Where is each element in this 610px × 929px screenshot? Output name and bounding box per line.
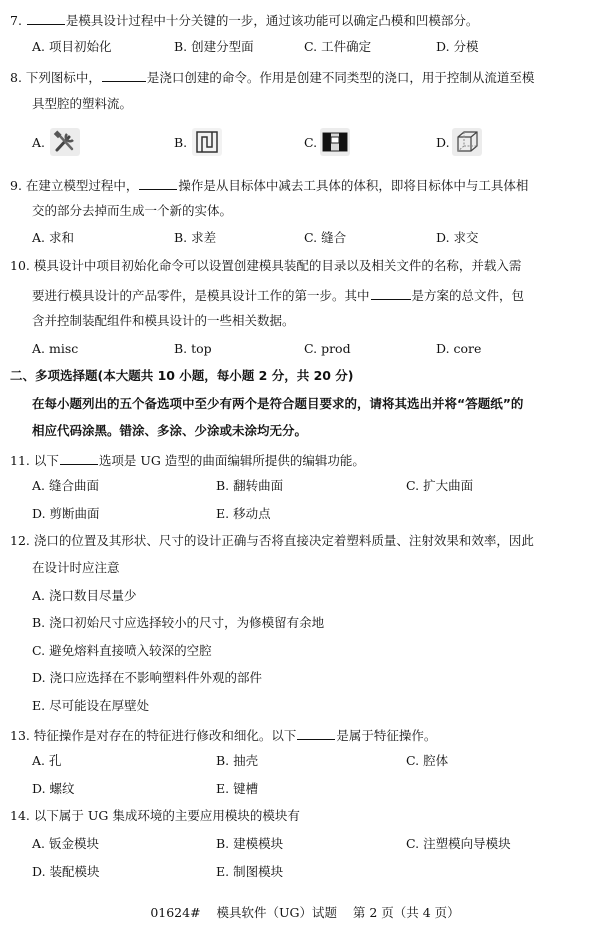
question-8-option-b-letter: B. bbox=[174, 135, 188, 150]
question-10-line-3: 含并控制装配组件和模具设计的一些相关数据。 bbox=[32, 313, 295, 328]
cube-box-icon bbox=[452, 128, 482, 156]
question-8-option-d-letter: D. bbox=[436, 135, 450, 150]
answer-blank bbox=[60, 451, 98, 465]
question-11-option-a: A. 缝合曲面 bbox=[32, 478, 99, 493]
question-8-prefix: 8. 下列图标中， bbox=[10, 70, 101, 85]
answer-blank bbox=[371, 286, 411, 300]
question-13-option-d: D. 螺纹 bbox=[32, 781, 75, 796]
question-14-option-b: B. 建模模块 bbox=[216, 836, 284, 851]
question-14-option-e: E. 制图模块 bbox=[216, 864, 284, 879]
question-10-suffix: 是方案的总文件，包 bbox=[411, 288, 525, 303]
sheet-fill-icon bbox=[320, 128, 350, 156]
question-9-prefix: 9. 在建立模型过程中， bbox=[10, 178, 139, 193]
question-13-prefix: 13. 特征操作是对存在的特征进行修改和细化。以下 bbox=[10, 728, 297, 743]
question-11-option-b: B. 翻转曲面 bbox=[216, 478, 284, 493]
question-11-option-d: D. 剪断曲面 bbox=[32, 506, 100, 521]
question-9-line-1 bbox=[10, 176, 528, 194]
question-11-prefix: 11. 以下 bbox=[10, 453, 59, 468]
question-7-option-d: D. 分模 bbox=[436, 39, 479, 54]
question-13-option-b: B. 抽壳 bbox=[216, 753, 259, 768]
question-11-stem bbox=[10, 451, 365, 469]
question-13-option-a: A. 孔 bbox=[32, 753, 62, 768]
answer-blank bbox=[27, 11, 65, 25]
question-7-option-b: B. 创建分型面 bbox=[174, 39, 254, 54]
question-9-line-2: 交的部分去掉而生成一个新的实体。 bbox=[32, 203, 233, 218]
question-14-option-d: D. 装配模块 bbox=[32, 864, 100, 879]
question-13-option-e: E. 键槽 bbox=[216, 781, 259, 796]
question-12-option-a: A. 浇口数目尽量少 bbox=[32, 588, 137, 603]
question-9-option-c: C. 缝合 bbox=[304, 230, 347, 245]
question-7-text: 是模具设计过程中十分关键的一步，通过该功能可以确定凸模和凹模部分。 bbox=[65, 13, 479, 28]
tools-icon bbox=[50, 128, 80, 156]
question-7-option-c: C. 工件确定 bbox=[304, 39, 372, 54]
question-13-option-c: C. 腔体 bbox=[406, 753, 449, 768]
question-12-line-1: 12. 浇口的位置及其形状、尺寸的设计正确与否将直接决定着塑料质量、注射效果和效率，因此 bbox=[10, 533, 534, 548]
question-9-option-a: A. 求和 bbox=[32, 230, 74, 245]
question-12-line-2: 在设计时应注意 bbox=[32, 560, 120, 575]
question-14-stem: 14. 以下属于 UG 集成环境的主要应用模块的模块有 bbox=[10, 808, 300, 823]
question-10-option-a: A. misc bbox=[32, 341, 79, 356]
question-9-suffix: 操作是从目标体中减去工具体的体积，即将目标体中与工具体相 bbox=[178, 178, 529, 193]
section-2-instruction-2: 相应代码涂黑。错涂、多涂、少涂或未涂均无分。 bbox=[32, 423, 308, 438]
question-7-stem bbox=[10, 11, 478, 29]
question-13-suffix: 是属于特征操作。 bbox=[336, 728, 437, 743]
question-10-line-1: 10. 模具设计中项目初始化命令可以设置创建模具装配的目录以及相关文件的名称，并载入需 bbox=[10, 258, 522, 273]
question-12-option-c: C. 避免熔料直接喷入较深的空腔 bbox=[32, 643, 212, 658]
question-9-option-d: D. 求交 bbox=[436, 230, 479, 245]
question-7-number: 7. bbox=[10, 13, 22, 28]
question-10-prefix: 要进行模具设计的产品零件，是模具设计工作的第一步。其中 bbox=[32, 288, 370, 303]
answer-blank bbox=[139, 176, 177, 190]
question-8-option-c-letter: C. bbox=[304, 135, 318, 150]
page-footer: 01624# 模具软件（UG）试题 第 2 页（共 4 页） bbox=[150, 905, 460, 920]
section-2-title: 二、多项选择题(本大题共 10 小题，每小题 2 分，共 20 分) bbox=[10, 368, 354, 383]
question-8-suffix: 是浇口创建的命令。作用是创建不同类型的浇口，用于控制从流道至模 bbox=[146, 70, 535, 85]
question-7-option-a: A. 项目初始化 bbox=[32, 39, 112, 54]
question-10-option-c: C. prod bbox=[304, 341, 351, 356]
section-2-instruction-1: 在每小题列出的五个备选项中至少有两个是符合题目要求的，请将其选出并将“答题纸”的 bbox=[32, 396, 524, 411]
question-10-option-d: D. core bbox=[436, 341, 482, 356]
question-10-line-2 bbox=[32, 286, 524, 304]
question-11-suffix: 选项是 UG 造型的曲面编辑所提供的编辑功能。 bbox=[98, 453, 365, 468]
answer-blank bbox=[297, 726, 335, 740]
question-9-option-b: B. 求差 bbox=[174, 230, 217, 245]
question-12-option-b: B. 浇口初始尺寸应选择较小的尺寸，为修模留有余地 bbox=[32, 615, 325, 630]
question-8-line-1 bbox=[10, 68, 534, 86]
question-13-stem bbox=[10, 726, 436, 744]
question-12-option-e: E. 尽可能设在厚壁处 bbox=[32, 698, 150, 713]
question-11-option-e: E. 移动点 bbox=[216, 506, 271, 521]
question-8-line-2: 具型腔的塑料流。 bbox=[32, 96, 133, 111]
answer-blank bbox=[102, 68, 146, 82]
question-10-option-b: B. top bbox=[174, 341, 212, 356]
question-8-option-a-letter: A. bbox=[32, 135, 46, 150]
question-11-option-c: C. 扩大曲面 bbox=[406, 478, 474, 493]
question-14-option-a: A. 钣金模块 bbox=[32, 836, 99, 851]
question-12-option-d: D. 浇口应选择在不影响塑料件外观的部件 bbox=[32, 670, 263, 685]
gate-profile-icon bbox=[192, 128, 222, 156]
question-14-option-c: C. 注塑模向导模块 bbox=[406, 836, 511, 851]
